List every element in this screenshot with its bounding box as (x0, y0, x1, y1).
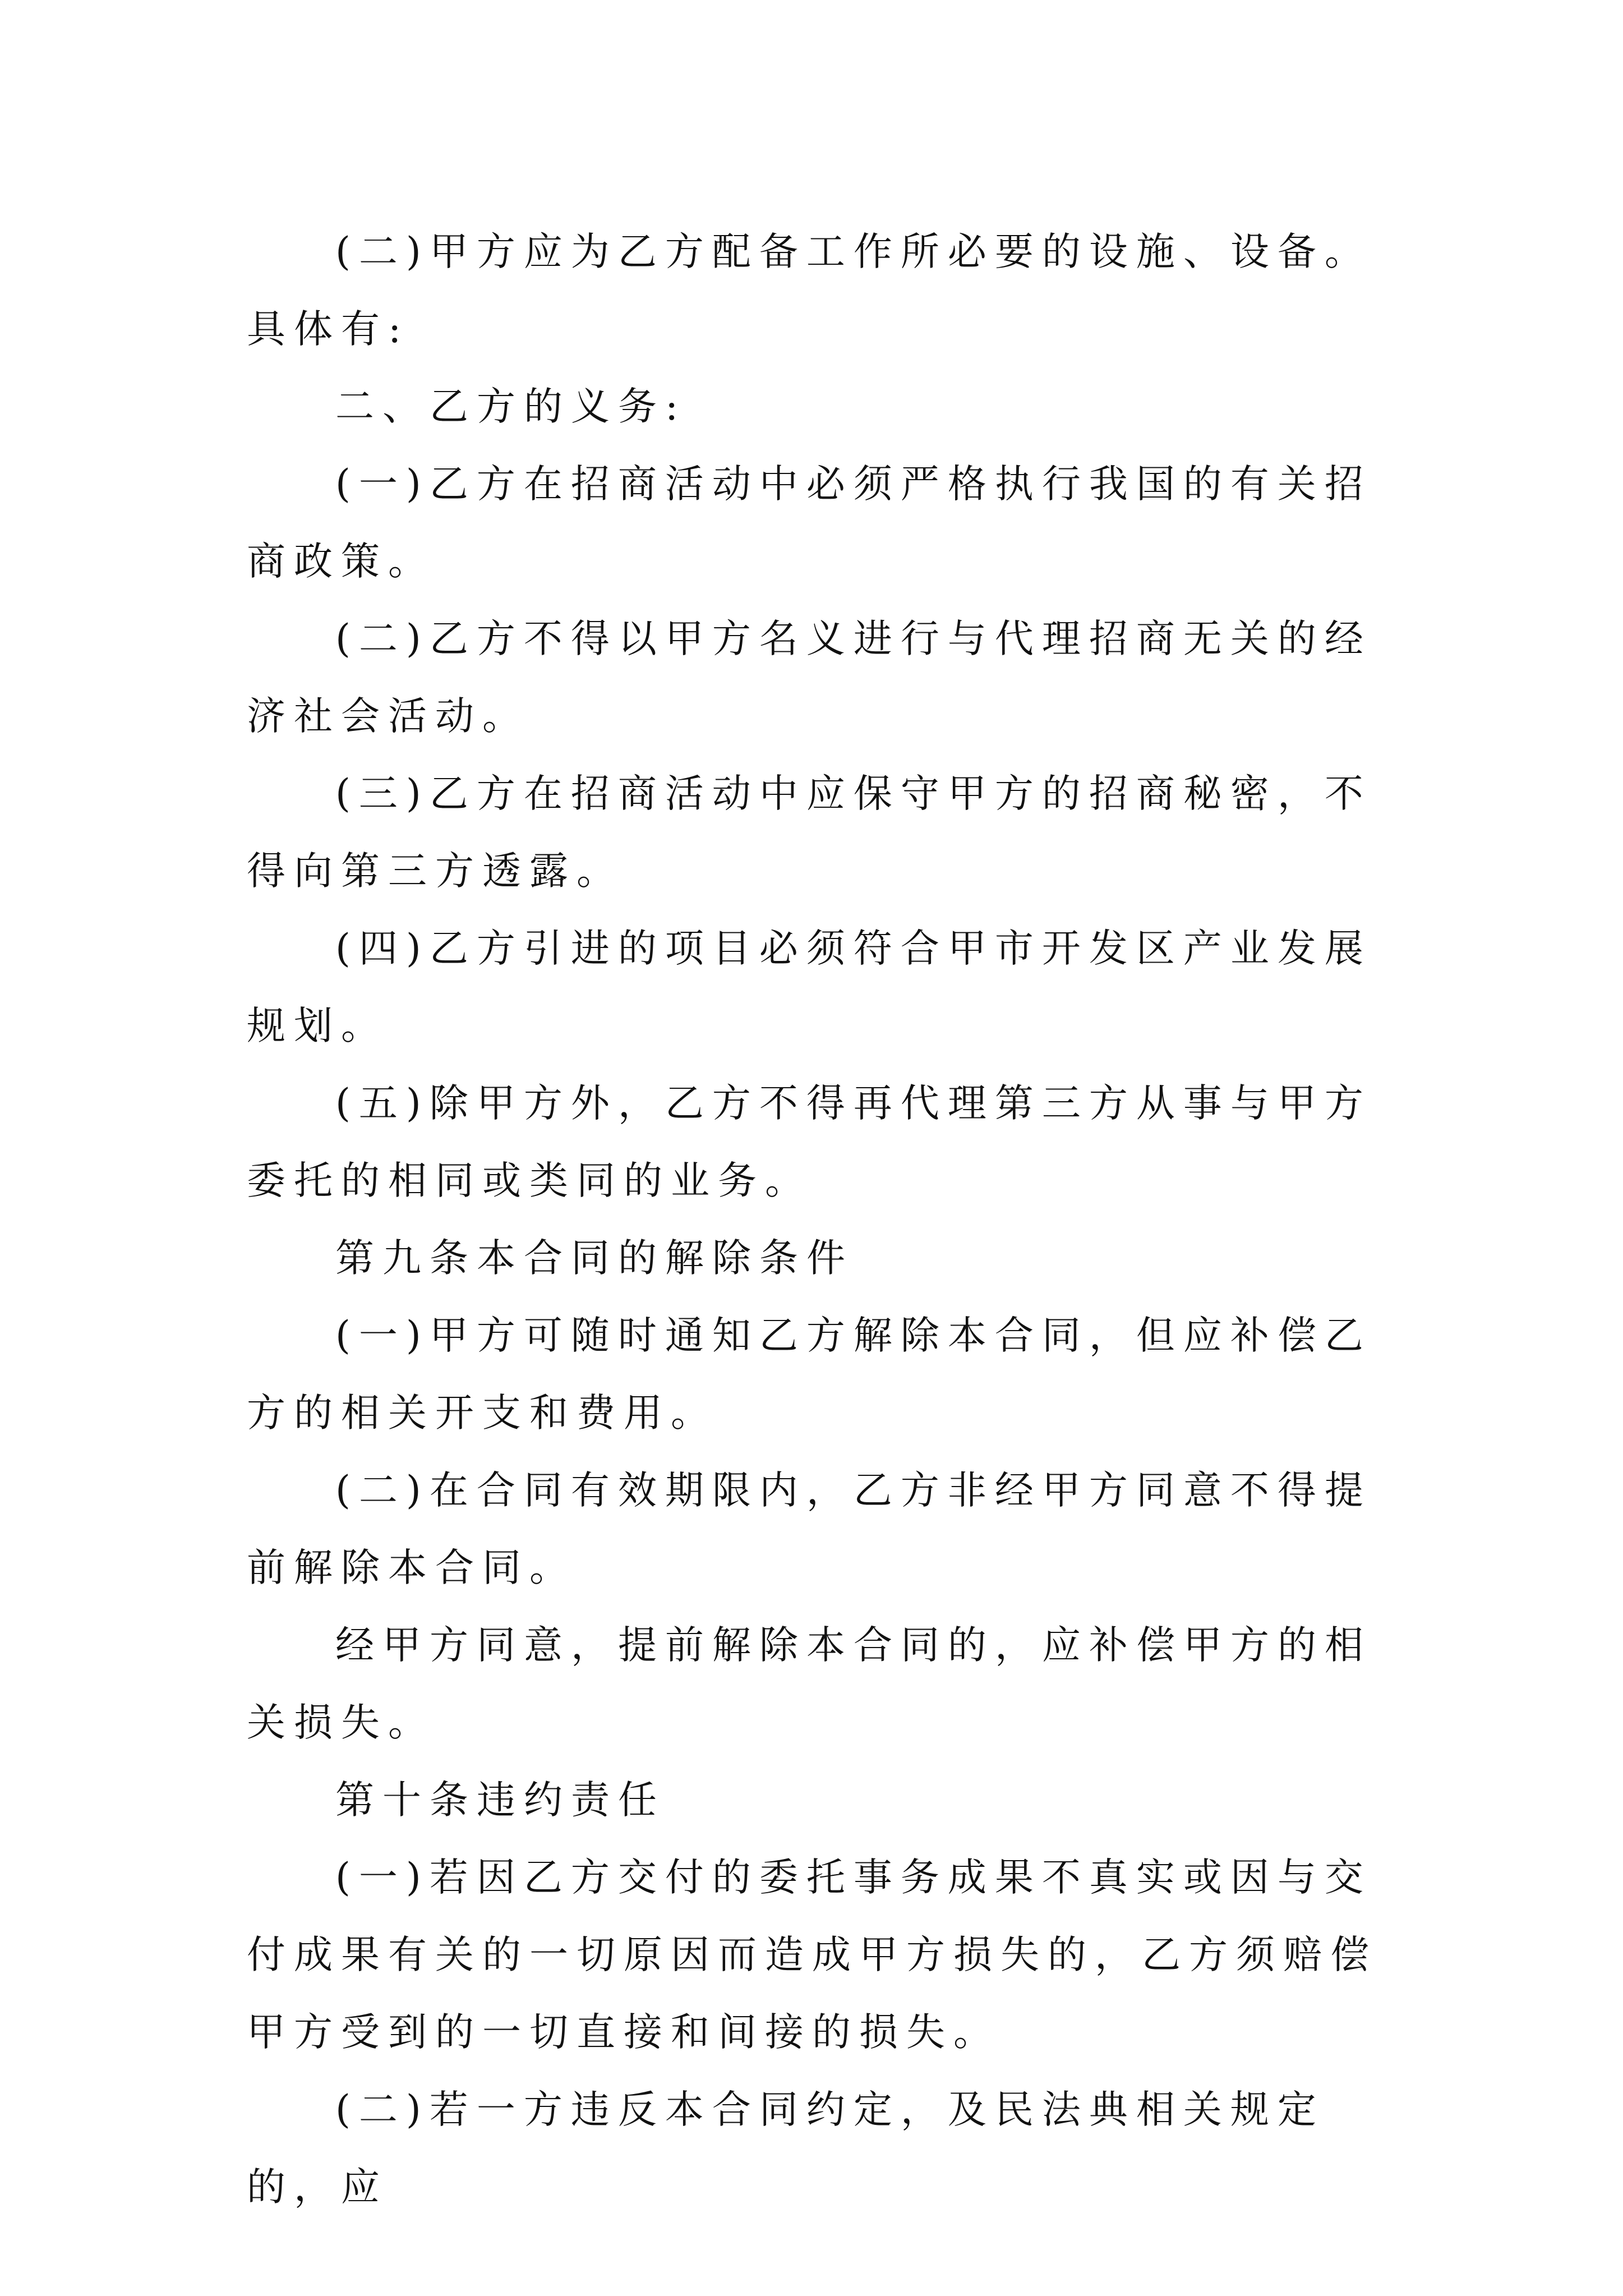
article-heading: 第九条本合同的解除条件 (335, 1236, 854, 1281)
article-heading: 第十条违约责任 (335, 1778, 665, 1823)
paragraph: (一)若因乙方交付的委托事务成果不真实或因与交付成果有关的一切原因而造成甲方损失的，乙方须赔偿甲方受到的一切直接和间接的损失。 (247, 1855, 1377, 2055)
paragraph: (三)乙方在招商活动中应保守甲方的招商秘密，不得向第三方透露。 (247, 771, 1372, 894)
paragraph: (五)除甲方外，乙方不得再代理第三方从事与甲方委托的相同或类同的业务。 (247, 1081, 1372, 1203)
paragraph: (一)甲方可随时通知乙方解除本合同，但应补偿乙方的相关开支和费用。 (247, 1313, 1372, 1435)
paragraph: (四)乙方引进的项目必须符合甲市开发区产业发展规划。 (247, 926, 1372, 1048)
paragraph: (二)若一方违反本合同约定，及民法典相关规定的，应 (247, 2087, 1325, 2210)
paragraph: (一)乙方在招商活动中必须严格执行我国的有关招商政策。 (247, 462, 1372, 584)
paragraph: 经甲方同意，提前解除本合同的，应补偿甲方的相关损失。 (247, 1623, 1372, 1745)
paragraph: (二)在合同有效期限内，乙方非经甲方同意不得提前解除本合同。 (247, 1468, 1372, 1590)
document-body (247, 213, 1385, 2226)
paragraph: (二)乙方不得以甲方名义进行与代理招商无关的经济社会活动。 (247, 616, 1372, 739)
paragraph: (二)甲方应为乙方配备工作所必要的设施、设备。具体有: (247, 229, 1372, 352)
section-heading: 二、乙方的义务: (335, 384, 687, 429)
